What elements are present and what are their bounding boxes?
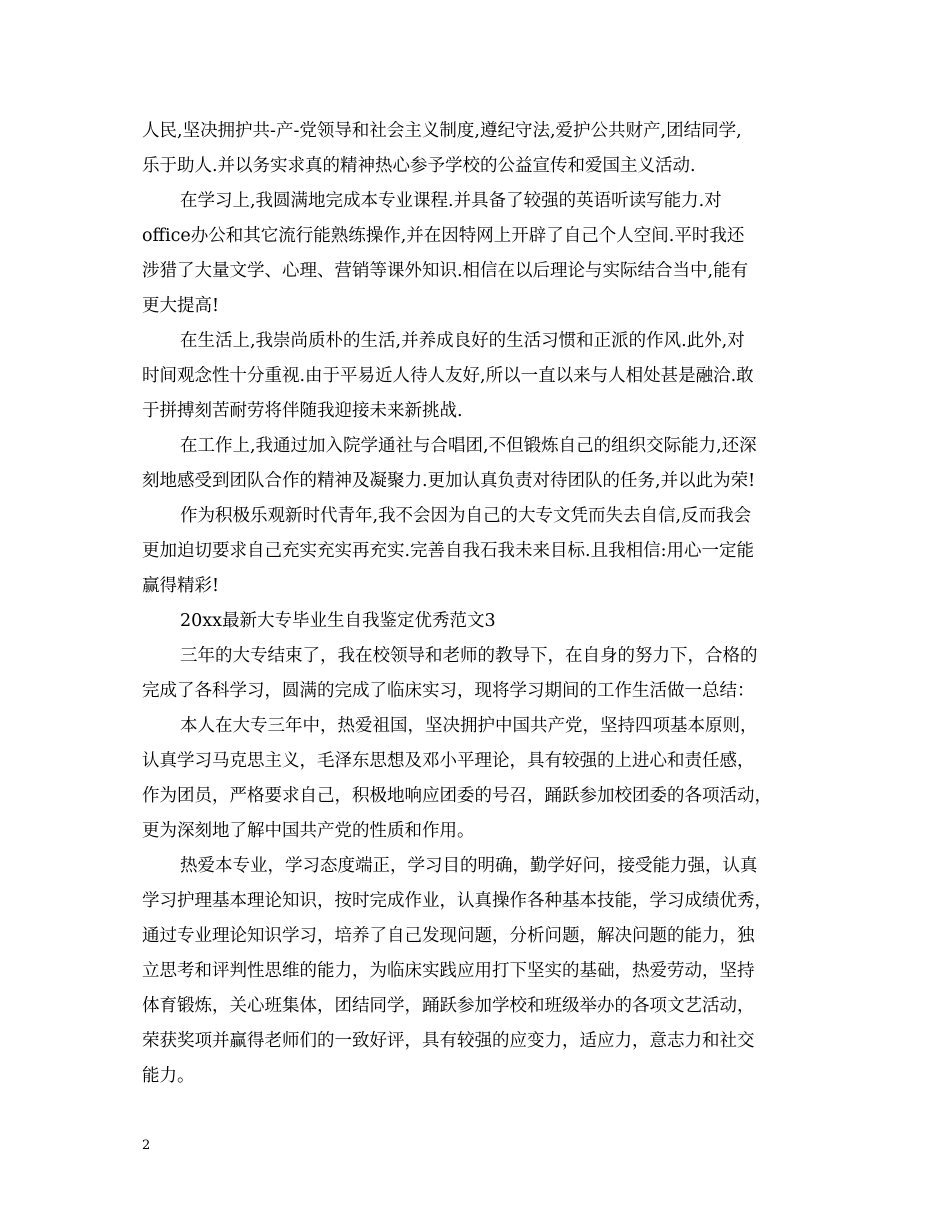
text-line: 三年的大专结束了，我在校领导和老师的教导下，在自身的努力下，合格的 bbox=[180, 646, 758, 666]
text-line: 能力。 bbox=[142, 1066, 195, 1086]
text-line: 荣获奖项并赢得老师们的一致好评，具有较强的应变力，适应力，意志力和社交 bbox=[142, 1031, 755, 1051]
text-line: 在生活上,我崇尚质朴的生活,并养成良好的生活习惯和正派的作风.此外,对 bbox=[180, 331, 745, 351]
document-body bbox=[142, 114, 812, 1094]
text-line: 更加迫切要求自己充实充实再充实.完善自我石我未来目标.且我相信:用心一定能 bbox=[142, 541, 755, 561]
text-line: 人民,坚决拥护共-产-党领导和社会主义制度,遵纪守法,爱护公共财产,团结同学, bbox=[142, 121, 742, 141]
text-line: 作为积极乐观新时代青年,我不会因为自己的大专文凭而失去自信,反而我会 bbox=[180, 506, 752, 526]
text-line: 热爱本专业，学习态度端正，学习目的明确，勤学好问，接受能力强，认真 bbox=[180, 856, 758, 876]
text-line: 20xx最新大专毕业生自我鉴定优秀范文3 bbox=[180, 611, 496, 631]
text-line: 学习护理基本理论知识，按时完成作业，认真操作各种基本技能，学习成绩优秀， bbox=[142, 891, 772, 911]
text-line: 立思考和评判性思维的能力，为临床实践应用打下坚实的基础，热爱劳动，坚持 bbox=[142, 961, 755, 981]
text-line: 认真学习马克思主义，毛泽东思想及邓小平理论，具有较强的上进心和责任感， bbox=[142, 751, 755, 771]
text-line: 更大提高! bbox=[142, 296, 220, 316]
text-line: 体育锻炼，关心班集体，团结同学，踊跃参加学校和班级举办的各项文艺活动， bbox=[142, 996, 755, 1016]
text-line: 作为团员，严格要求自己，积极地响应团委的号召，踊跃参加校团委的各项活动， bbox=[142, 786, 772, 806]
text-line: 在学习上,我圆满地完成本专业课程.并具备了较强的英语听读写能力.对 bbox=[180, 191, 722, 211]
text-line: 通过专业理论知识学习，培养了自己发现问题，分析问题，解决问题的能力，独 bbox=[142, 926, 755, 946]
text-line: 完成了各科学习，圆满的完成了临床实习，现将学习期间的工作生活做一总结： bbox=[142, 681, 755, 701]
text-line: office办公和其它流行能熟练操作,并在因特网上开辟了自己个人空间.平时我还 bbox=[142, 226, 745, 246]
text-line: 时间观念性十分重视.由于平易近人待人友好,所以一直以来与人相处甚是融洽.敢 bbox=[142, 366, 754, 386]
text-line: 于拼搏刻苦耐劳将伴随我迎接未来新挑战. bbox=[142, 401, 463, 421]
text-line: 更为深刻地了解中国共产党的性质和作用。 bbox=[142, 821, 475, 841]
text-line: 刻地感受到团队合作的精神及凝聚力.更加认真负责对待团队的任务,并以此为荣! bbox=[142, 471, 756, 491]
text-line: 乐于助人.并以务实求真的精神热心参予学校的公益宣传和爱国主义活动. bbox=[142, 156, 696, 176]
page-number: 2 bbox=[142, 1138, 151, 1153]
text-line: 在工作上,我通过加入院学通社与合唱团,不但锻炼自己的组织交际能力,还深 bbox=[180, 436, 757, 456]
text-line: 涉猎了大量文学、心理、营销等课外知识.相信在以后理论与实际结合当中,能有 bbox=[142, 261, 749, 281]
text-line: 赢得精彩! bbox=[142, 576, 220, 596]
text-line: 本人在大专三年中，热爱祖国，坚决拥护中国共产党，坚持四项基本原则， bbox=[180, 716, 758, 736]
